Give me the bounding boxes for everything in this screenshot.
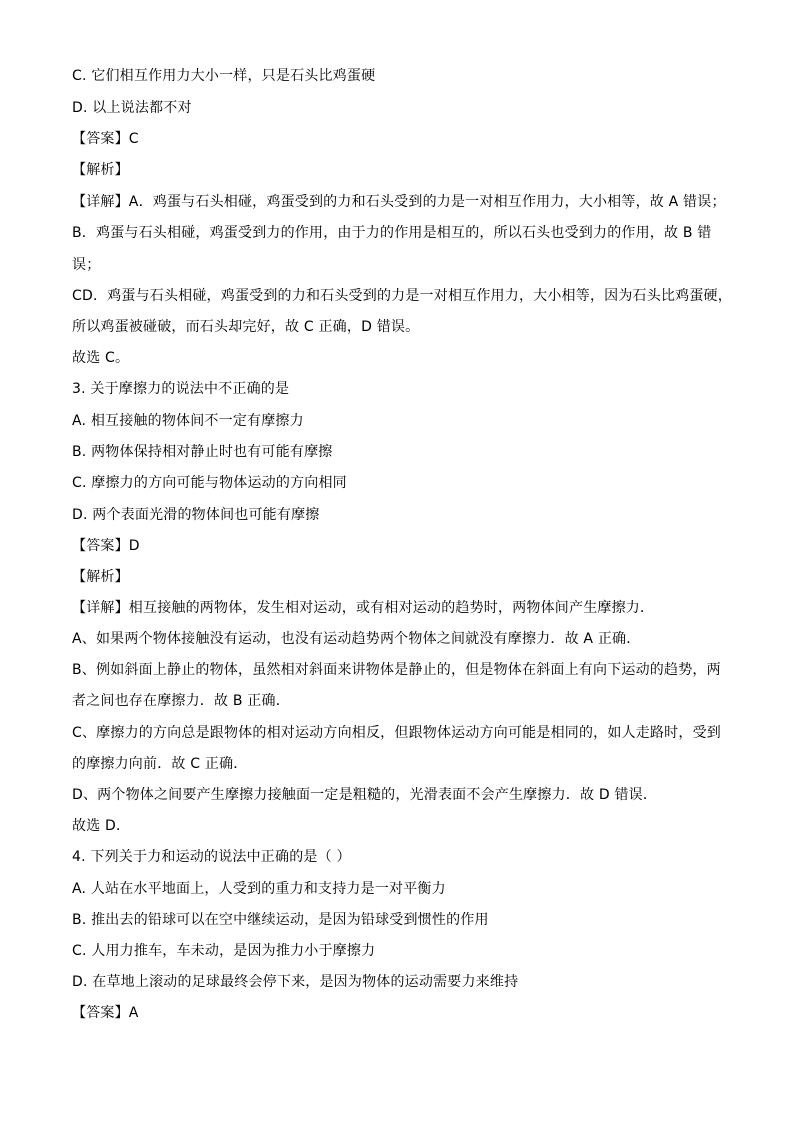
answer-label-q4: 【答案】A [72, 1005, 139, 1021]
option-d-q3: D. 两个表面光滑的物体间也可能有摩擦 [72, 507, 320, 523]
explanation-line: D、两个物体之间要产生摩擦力接触面一定是粗糙的，光滑表面不会产生摩擦力．故 D 错误． [72, 787, 658, 803]
conclusion-q2: 故选 C。 [72, 350, 130, 366]
explanation-line: 所以鸡蛋被碰破，而石头却完好，故 C 正确，D 错误。 [72, 319, 420, 335]
analysis-label-q2: 【解析】 [72, 162, 129, 178]
explanation-line: C、摩擦力的方向总是跟物体的相对运动方向相反，但跟物体运动方向可能是相同的，如人走路时，受到 [72, 725, 721, 741]
option-c-q2: C. 它们相互作用力大小一样，只是石头比鸡蛋硬 [72, 68, 376, 84]
explanation-line: CD．鸡蛋与石头相碰，鸡蛋受到的力和石头受到的力是一对相互作用力，大小相等，因为石头比鸡蛋硬， [72, 288, 732, 304]
explanation-line: 【详解】相互接触的两物体，发生相对运动，或有相对运动的趋势时，两物体间产生摩擦力． [72, 600, 655, 616]
explanation-line: B．鸡蛋与石头相碰，鸡蛋受到力的作用，由于力的作用是相互的，所以石头也受到力的作用，故 B 错 [72, 225, 712, 241]
question-4-stem: 4. 下列关于力和运动的说法中正确的是（ ） [72, 849, 351, 865]
explanation-line: B、例如斜面上静止的物体，虽然相对斜面来讲物体是静止的，但是物体在斜面上有向下运动的趋势，两 [72, 662, 721, 678]
analysis-label-q3: 【解析】 [72, 569, 129, 585]
conclusion-q3: 故选 D． [72, 818, 131, 834]
explanation-line: 的摩擦力向前．故 C 正确． [72, 756, 248, 772]
option-a-q3: A. 相互接触的物体间不一定有摩擦力 [72, 413, 304, 429]
answer-label-q3: 【答案】D [72, 538, 140, 554]
option-c-q3: C. 摩擦力的方向可能与物体运动的方向相同 [72, 475, 347, 491]
explanation-line: 【详解】A．鸡蛋与石头相碰，鸡蛋受到的力和石头受到的力是一对相互作用力，大小相等，故 A 错误； [72, 194, 726, 210]
question-3-stem: 3. 关于摩擦力的说法中不正确的是 [72, 381, 290, 397]
option-c-q4: C. 人用力推车，车未动，是因为推力小于摩擦力 [72, 943, 376, 959]
explanation-line: 误； [72, 257, 101, 273]
answer-label-q2: 【答案】C [72, 131, 139, 147]
option-a-q4: A. 人站在水平地面上，人受到的重力和支持力是一对平衡力 [72, 881, 446, 897]
option-d-q4: D. 在草地上滚动的足球最终会停下来，是因为物体的运动需要力来维持 [72, 974, 519, 990]
option-b-q4: B. 推出去的铅球可以在空中继续运动，是因为铅球受到惯性的作用 [72, 912, 489, 928]
option-b-q3: B. 两物体保持相对静止时也有可能有摩擦 [72, 444, 333, 460]
explanation-line: 者之间也存在摩擦力．故 B 正确． [72, 693, 290, 709]
explanation-line: A、如果两个物体接触没有运动，也没有运动趋势两个物体之间就没有摩擦力．故 A 正确． [72, 631, 641, 647]
option-d-q2: D. 以上说法都不对 [72, 100, 192, 116]
